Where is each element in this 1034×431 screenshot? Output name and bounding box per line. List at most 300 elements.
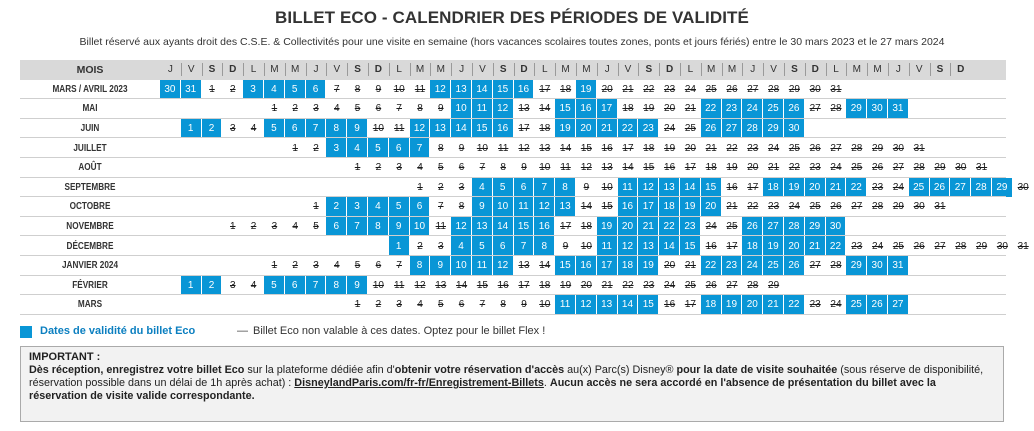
valid-date-cell: 3 xyxy=(243,80,264,100)
valid-date-cell: 13 xyxy=(638,236,659,256)
invalid-date-cell: 12 xyxy=(580,162,592,174)
invalid-date-cell: 28 xyxy=(830,260,842,272)
invalid-date-cell: 11 xyxy=(414,83,426,95)
valid-date-cell: 30 xyxy=(867,256,888,276)
valid-date-cell: 9 xyxy=(472,197,493,217)
invalid-date-cell: 25 xyxy=(684,123,696,135)
invalid-date-cell: 30 xyxy=(892,142,904,154)
valid-date-cell: 14 xyxy=(451,119,472,139)
invalid-date-cell: 4 xyxy=(334,103,340,115)
header-separator xyxy=(285,63,286,76)
valid-date-cell: 3 xyxy=(326,138,347,158)
valid-date-cell: 21 xyxy=(805,236,826,256)
header-separator xyxy=(202,63,203,76)
valid-date-cell: 15 xyxy=(555,99,576,119)
valid-date-cell: 30 xyxy=(784,119,805,139)
month-label: NOVEMBRE xyxy=(66,221,114,233)
invalid-date-cell: 1 xyxy=(354,299,361,311)
valid-date-cell: 13 xyxy=(430,119,451,139)
invalid-date-cell: 20 xyxy=(664,103,676,115)
invalid-date-cell: 2 xyxy=(438,181,444,193)
valid-date-cell: 30 xyxy=(867,99,888,119)
valid-date-cell: 18 xyxy=(763,178,784,198)
weekday-header: M xyxy=(582,64,591,76)
invalid-date-cell: 22 xyxy=(747,201,759,213)
valid-date-cell: 4 xyxy=(264,80,285,100)
valid-date-cell: 4 xyxy=(368,197,389,217)
valid-date-cell: 31 xyxy=(888,256,909,276)
invalid-date-cell: 8 xyxy=(438,142,444,154)
important-title: IMPORTANT : xyxy=(29,351,101,363)
valid-date-cell: 29 xyxy=(992,178,1013,198)
invalid-date-cell: 24 xyxy=(788,201,800,213)
invalid-date-cell: 1 xyxy=(230,221,236,233)
valid-date-cell: 1 xyxy=(181,119,202,139)
invalid-date-cell: 14 xyxy=(622,162,634,174)
valid-date-cell: 12 xyxy=(493,99,514,119)
invalid-date-cell: 28 xyxy=(830,103,842,115)
important-bold-2: obtenir votre réservation d'accès xyxy=(394,364,565,376)
invalid-date-cell: 25 xyxy=(788,142,800,154)
invalid-date-cell: 11 xyxy=(498,142,509,154)
weekday-header: M xyxy=(727,64,737,76)
invalid-date-cell: 7 xyxy=(479,162,486,174)
valid-date-cell: 4 xyxy=(472,178,493,198)
invalid-date-cell: 24 xyxy=(664,123,676,135)
valid-date-cell: 11 xyxy=(514,197,535,217)
valid-date-cell: 13 xyxy=(472,217,493,237)
invalid-date-cell: 5 xyxy=(438,299,444,311)
invalid-date-cell: 27 xyxy=(830,142,842,154)
invalid-date-cell: 4 xyxy=(292,221,298,233)
invalid-date-cell: 21 xyxy=(705,142,717,154)
valid-date-cell: 6 xyxy=(285,119,306,139)
valid-date-cell: 16 xyxy=(576,256,597,276)
valid-date-cell: 26 xyxy=(867,295,888,315)
valid-date-cell: 4 xyxy=(347,138,368,158)
valid-date-cell: 21 xyxy=(826,178,847,198)
valid-date-cell: 5 xyxy=(285,80,306,100)
valid-date-cell: 7 xyxy=(306,119,327,139)
header-separator xyxy=(306,63,307,76)
invalid-date-cell: 28 xyxy=(872,201,884,213)
invalid-date-cell: 27 xyxy=(809,103,821,115)
invalid-date-cell: 18 xyxy=(560,83,572,95)
invalid-date-cell: 18 xyxy=(539,123,551,135)
header-separator xyxy=(701,63,702,76)
valid-date-cell: 19 xyxy=(763,236,784,256)
valid-date-cell: 29 xyxy=(846,256,867,276)
invalid-date-cell: 14 xyxy=(560,142,572,154)
weekday-header: L xyxy=(396,64,402,76)
month-label: MAI xyxy=(82,103,98,115)
valid-date-cell: 11 xyxy=(555,295,576,315)
invalid-date-cell: 17 xyxy=(518,123,530,135)
valid-date-cell: 21 xyxy=(638,217,659,237)
valid-date-cell: 26 xyxy=(930,178,951,198)
valid-date-cell: 12 xyxy=(618,236,639,256)
valid-date-cell: 12 xyxy=(410,119,431,139)
valid-date-cell: 28 xyxy=(742,119,763,139)
valid-date-cell: 26 xyxy=(784,256,805,276)
invalid-date-cell: 13 xyxy=(539,142,551,154)
invalid-date-cell: 8 xyxy=(500,162,506,174)
valid-date-cell: 18 xyxy=(659,197,680,217)
invalid-date-cell: 31 xyxy=(1017,240,1029,252)
invalid-date-cell: 13 xyxy=(435,279,447,291)
invalid-date-cell: 8 xyxy=(500,299,506,311)
weekday-header: D xyxy=(811,64,819,76)
valid-date-cell: 10 xyxy=(410,217,431,237)
invalid-date-cell: 31 xyxy=(934,201,946,213)
header-separator xyxy=(950,63,951,76)
valid-date-cell: 8 xyxy=(326,276,347,296)
valid-date-cell: 22 xyxy=(701,99,722,119)
invalid-date-cell: 23 xyxy=(872,181,884,193)
valid-date-cell: 14 xyxy=(472,80,493,100)
header-separator xyxy=(867,63,868,76)
invalid-date-cell: 13 xyxy=(518,260,530,272)
valid-date-cell: 20 xyxy=(618,217,639,237)
header-separator xyxy=(826,63,827,76)
invalid-date-cell: 23 xyxy=(664,83,676,95)
header-separator xyxy=(493,63,494,76)
valid-date-cell: 3 xyxy=(347,197,368,217)
invalid-date-cell: 9 xyxy=(521,299,527,311)
valid-date-cell: 30 xyxy=(826,217,847,237)
weekday-header: M xyxy=(561,64,570,76)
invalid-date-cell: 2 xyxy=(292,103,298,115)
invalid-date-cell: 29 xyxy=(872,142,884,154)
invalid-date-cell: 30 xyxy=(955,162,967,174)
invalid-date-cell: 10 xyxy=(601,181,613,193)
valid-date-cell: 8 xyxy=(555,178,576,198)
valid-date-cell: 2 xyxy=(326,197,347,217)
header-separator xyxy=(326,63,327,76)
weekday-header: S xyxy=(499,64,507,76)
invalid-date-cell: 28 xyxy=(851,142,863,154)
valid-date-cell: 26 xyxy=(784,99,805,119)
valid-date-cell: 8 xyxy=(410,256,431,276)
invalid-date-cell: 23 xyxy=(809,299,821,311)
valid-date-cell: 25 xyxy=(763,256,784,276)
weekday-header: V xyxy=(770,64,777,76)
weekday-header: J xyxy=(750,64,756,76)
weekday-header: V xyxy=(624,64,632,76)
valid-date-cell: 5 xyxy=(493,178,514,198)
invalid-date-cell: 25 xyxy=(726,221,738,233)
valid-date-cell: 19 xyxy=(597,217,618,237)
invalid-date-cell: 29 xyxy=(788,83,800,95)
invalid-date-cell: 16 xyxy=(497,279,509,291)
weekday-header: J xyxy=(313,64,319,76)
valid-date-cell: 16 xyxy=(534,217,555,237)
valid-date-cell: 13 xyxy=(451,80,472,100)
invalid-date-cell: 1 xyxy=(417,181,423,193)
valid-date-cell: 23 xyxy=(722,256,743,276)
invalid-date-cell: 20 xyxy=(684,142,696,154)
invalid-date-cell: 14 xyxy=(580,201,592,213)
valid-date-cell: 10 xyxy=(451,99,472,119)
invalid-date-cell: 30 xyxy=(1017,181,1029,193)
invalid-date-cell: 11 xyxy=(435,221,446,233)
valid-date-cell: 20 xyxy=(742,295,763,315)
header-separator xyxy=(576,63,577,76)
invalid-date-cell: 1 xyxy=(313,201,319,213)
invalid-date-cell: 3 xyxy=(313,260,319,272)
invalid-date-cell: 2 xyxy=(375,299,382,311)
invalid-date-cell: 17 xyxy=(622,142,634,154)
invalid-date-cell: 7 xyxy=(396,103,402,115)
header-separator xyxy=(680,63,681,76)
weekday-header: M xyxy=(707,64,716,76)
valid-date-cell: 19 xyxy=(555,119,576,139)
invalid-date-cell: 1 xyxy=(292,142,298,154)
invalid-date-cell: 21 xyxy=(684,260,696,272)
invalid-date-cell: 15 xyxy=(476,279,488,291)
weekday-header: S xyxy=(791,64,798,76)
invalid-date-cell: 27 xyxy=(934,240,946,252)
valid-date-cell: 6 xyxy=(389,138,410,158)
weekday-header: L xyxy=(687,64,694,76)
header-separator xyxy=(243,63,244,76)
invalid-date-cell: 6 xyxy=(375,103,382,115)
invalid-date-cell: 1 xyxy=(271,260,278,272)
invalid-date-cell: 17 xyxy=(684,299,696,311)
header-separator xyxy=(846,63,847,76)
valid-date-cell: 22 xyxy=(701,256,722,276)
invalid-date-cell: 8 xyxy=(458,201,465,213)
invalid-date-cell: 1 xyxy=(354,162,361,174)
invalid-date-cell: 10 xyxy=(580,240,592,252)
valid-date-cell: 15 xyxy=(472,119,493,139)
valid-date-cell: 31 xyxy=(181,80,202,100)
month-column-header: MOIS xyxy=(76,63,104,76)
valid-date-cell: 27 xyxy=(888,295,909,315)
valid-date-cell: 5 xyxy=(472,236,493,256)
invalid-date-cell: 24 xyxy=(768,142,780,154)
valid-date-cell: 7 xyxy=(534,178,555,198)
month-label: AOÛT xyxy=(78,162,102,174)
valid-date-cell: 16 xyxy=(493,119,514,139)
valid-date-cell: 2 xyxy=(202,119,223,139)
valid-date-cell: 12 xyxy=(493,256,514,276)
header-separator xyxy=(888,63,889,76)
weekday-header: V xyxy=(333,64,341,76)
invalid-date-cell: 31 xyxy=(913,142,925,154)
valid-date-cell: 5 xyxy=(368,138,389,158)
header-separator xyxy=(638,63,639,76)
valid-date-cell: 4 xyxy=(451,236,472,256)
month-row xyxy=(20,276,1006,296)
header-separator xyxy=(181,63,182,76)
invalid-date-cell: 24 xyxy=(830,162,842,174)
invalid-date-cell: 31 xyxy=(976,162,988,174)
important-text-3: (sous réserve de disponibilité, réservation possible dans un délai de 1h après achat) : xyxy=(29,364,984,389)
valid-date-cell: 15 xyxy=(514,217,535,237)
important-text-2: au(x) Parc(s) Disney® xyxy=(564,364,677,376)
invalid-date-cell: 15 xyxy=(601,201,613,213)
invalid-date-cell: 16 xyxy=(705,240,717,252)
invalid-date-cell: 18 xyxy=(622,103,634,115)
weekday-header: J xyxy=(895,64,901,76)
invalid-date-cell: 23 xyxy=(643,279,655,291)
invalid-date-cell: 15 xyxy=(643,162,655,174)
invalid-date-cell: 24 xyxy=(684,83,696,95)
valid-date-cell: 17 xyxy=(597,99,618,119)
invalid-date-cell: 17 xyxy=(726,240,738,252)
invalid-date-cell: 20 xyxy=(664,260,676,272)
valid-date-cell: 9 xyxy=(347,119,368,139)
invalid-date-cell: 18 xyxy=(539,279,551,291)
month-row xyxy=(20,256,1006,276)
valid-date-cell: 20 xyxy=(784,236,805,256)
valid-date-cell: 16 xyxy=(618,197,639,217)
invalid-date-cell: 23 xyxy=(747,142,759,154)
valid-date-cell: 10 xyxy=(493,197,514,217)
valid-date-cell: 9 xyxy=(389,217,410,237)
important-bold-1: Dès réception, enregistrez votre billet Eco xyxy=(29,364,245,376)
invalid-date-cell: 17 xyxy=(684,162,696,174)
invalid-date-cell: 24 xyxy=(872,240,884,252)
invalid-date-cell: 21 xyxy=(768,162,780,174)
invalid-date-cell: 14 xyxy=(456,279,468,291)
invalid-date-cell: 19 xyxy=(726,162,738,174)
invalid-date-cell: 17 xyxy=(518,279,530,291)
header-separator xyxy=(451,63,452,76)
invalid-date-cell: 3 xyxy=(313,103,319,115)
valid-date-cell: 15 xyxy=(701,178,722,198)
valid-date-cell: 5 xyxy=(264,119,285,139)
month-row xyxy=(20,80,1006,100)
month-row xyxy=(20,99,1006,119)
invalid-date-cell: 3 xyxy=(458,181,465,193)
invalid-date-cell: 24 xyxy=(664,279,676,291)
valid-date-cell: 23 xyxy=(680,217,701,237)
invalid-date-cell: 27 xyxy=(726,279,738,291)
valid-date-cell: 22 xyxy=(784,295,805,315)
valid-date-cell: 29 xyxy=(763,119,784,139)
valid-date-cell: 16 xyxy=(576,99,597,119)
valid-date-cell: 22 xyxy=(618,119,639,139)
calendar-header-row xyxy=(20,60,1006,80)
header-separator xyxy=(909,63,910,76)
invalid-date-cell: 27 xyxy=(851,201,863,213)
invalid-date-cell: 2 xyxy=(292,260,298,272)
invalid-date-cell: 4 xyxy=(334,260,340,272)
invalid-date-cell: 23 xyxy=(851,240,863,252)
weekday-header: M xyxy=(291,64,300,76)
valid-date-cell: 11 xyxy=(597,236,618,256)
weekday-header: D xyxy=(229,64,237,76)
valid-date-cell: 24 xyxy=(742,99,763,119)
valid-date-cell: 19 xyxy=(680,197,701,217)
valid-date-cell: 28 xyxy=(784,217,805,237)
registration-link[interactable]: DisneylandParis.com/fr-fr/Enregistrement-Billets xyxy=(294,377,544,389)
invalid-date-cell: 19 xyxy=(643,103,655,115)
invalid-date-cell: 28 xyxy=(955,240,967,252)
weekday-header: D xyxy=(374,64,383,76)
invalid-date-cell: 23 xyxy=(768,201,780,213)
invalid-date-cell: 16 xyxy=(601,142,613,154)
valid-date-cell: 15 xyxy=(638,295,659,315)
valid-date-cell: 19 xyxy=(722,295,743,315)
invalid-date-cell: 27 xyxy=(892,162,904,174)
valid-date-cell: 6 xyxy=(493,236,514,256)
weekday-header: S xyxy=(645,64,653,76)
invalid-date-cell: 29 xyxy=(768,279,780,291)
invalid-date-cell: 24 xyxy=(705,221,717,233)
invalid-date-cell: 26 xyxy=(726,83,738,95)
month-label: FÉVRIER xyxy=(72,279,108,291)
invalid-date-cell: 9 xyxy=(583,181,590,193)
invalid-date-cell: 6 xyxy=(375,260,382,272)
header-separator xyxy=(722,63,723,76)
invalid-date-cell: 10 xyxy=(372,279,384,291)
valid-date-cell: 25 xyxy=(763,99,784,119)
weekday-header: D xyxy=(520,64,528,76)
invalid-date-cell: 16 xyxy=(664,162,676,174)
valid-date-cell: 7 xyxy=(306,276,327,296)
header-separator xyxy=(805,63,806,76)
invalid-date-cell: 3 xyxy=(438,240,444,252)
valid-date-cell: 12 xyxy=(534,197,555,217)
invalid-date-cell: 21 xyxy=(684,103,696,115)
month-row xyxy=(20,178,1029,198)
valid-date-cell: 10 xyxy=(451,256,472,276)
invalid-date-cell: 3 xyxy=(230,279,236,291)
invalid-date-cell: 29 xyxy=(934,162,946,174)
header-separator xyxy=(410,63,411,76)
valid-date-cell: 19 xyxy=(638,256,659,276)
valid-date-cell: 22 xyxy=(826,236,847,256)
page-title: BILLET ECO - CALENDRIER DES PÉRIODES DE VALIDITÉ xyxy=(275,8,749,27)
invalid-date-cell: 3 xyxy=(230,123,236,135)
valid-date-cell: 15 xyxy=(493,80,514,100)
important-text xyxy=(29,364,995,403)
invalid-date-cell: 5 xyxy=(354,260,361,272)
valid-date-cell: 2 xyxy=(202,276,223,296)
valid-date-cell: 13 xyxy=(597,295,618,315)
weekday-header: M xyxy=(436,64,445,76)
invalid-date-cell: 8 xyxy=(417,103,423,115)
valid-date-cell: 20 xyxy=(576,119,597,139)
invalid-date-cell: 2 xyxy=(230,83,236,95)
important-bold-4: Aucun accès ne sera accordé en l'absence de présentation du billet avec la réservation de visite valide correspondante. xyxy=(29,377,936,402)
invalid-date-cell: 26 xyxy=(913,240,925,252)
valid-date-cell: 6 xyxy=(514,178,535,198)
invalid-date-cell: 30 xyxy=(913,201,925,213)
invalid-date-cell: 13 xyxy=(518,103,530,115)
invalid-date-cell: 11 xyxy=(560,162,571,174)
invalid-date-cell: 2 xyxy=(313,142,319,154)
invalid-date-cell: 5 xyxy=(438,162,444,174)
valid-date-cell: 22 xyxy=(659,217,680,237)
month-label: JUILLET xyxy=(73,142,107,154)
invalid-date-cell: 3 xyxy=(396,299,402,311)
month-label: JUIN xyxy=(80,123,100,135)
weekday-header: V xyxy=(915,64,923,76)
valid-date-cell: 12 xyxy=(451,217,472,237)
valid-date-cell: 7 xyxy=(514,236,535,256)
valid-date-cell: 11 xyxy=(472,256,493,276)
valid-date-cell: 15 xyxy=(555,256,576,276)
valid-date-cell: 11 xyxy=(472,99,493,119)
invalid-date-cell: 28 xyxy=(747,279,759,291)
invalid-date-cell: 13 xyxy=(601,162,613,174)
invalid-date-cell: 21 xyxy=(726,201,738,213)
invalid-date-cell: 20 xyxy=(601,83,613,95)
